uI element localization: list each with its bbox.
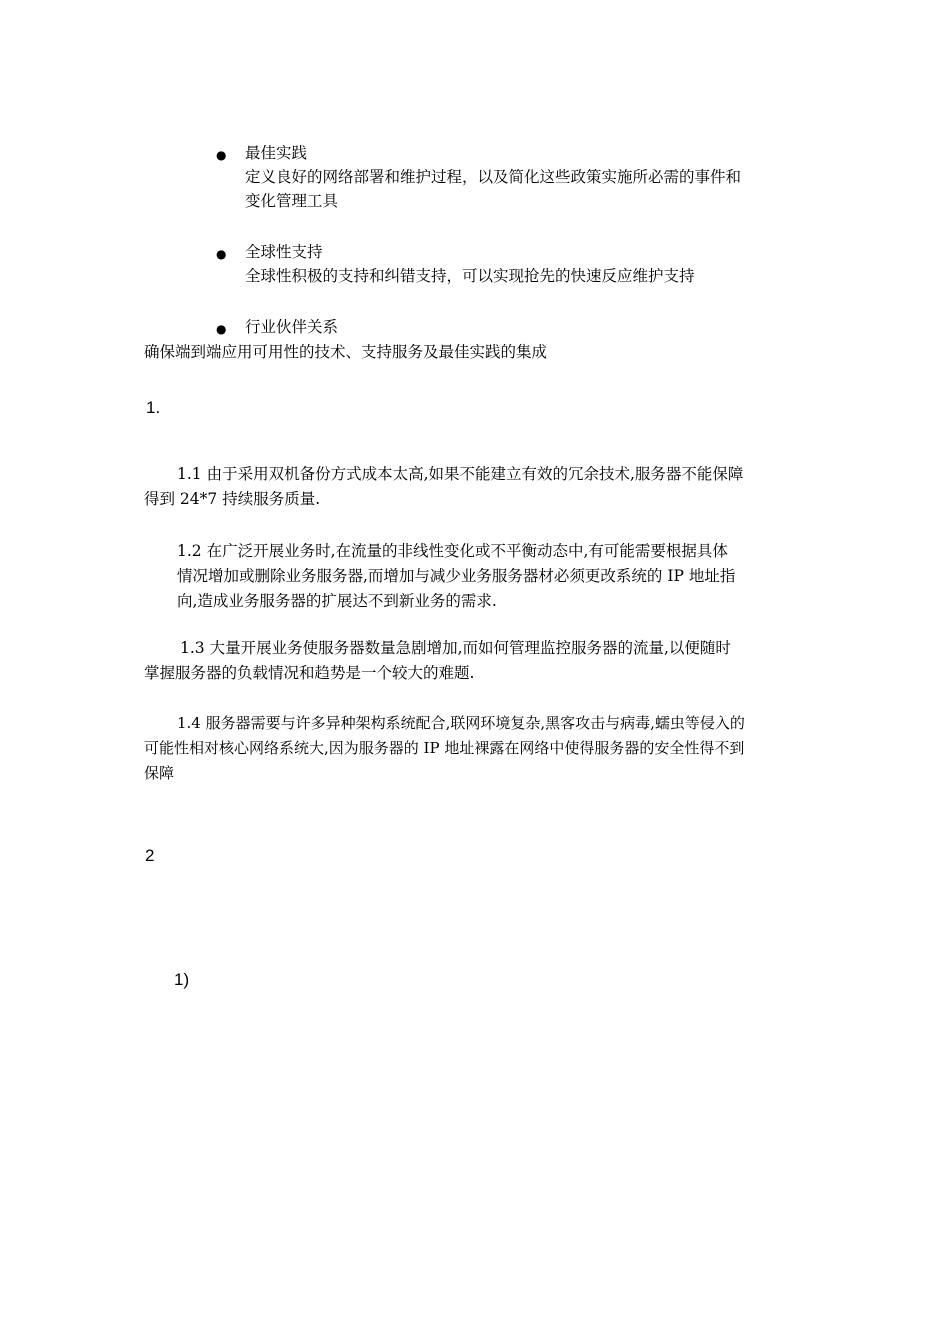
bullet-description (245, 264, 820, 288)
paragraph-1-4 (144, 711, 824, 786)
paragraph-line: 1.1 由于采用双机备份方式成本太高,如果不能建立有效的冗余技术,服务器不能保障 (177, 465, 744, 483)
bullet-description-line: 定义良好的网络部署和维护过程，以及简化这些政策实施所必需的事件和 (245, 168, 742, 186)
paragraph-line: 1.2 在广泛开展业务时,在流量的非线性变化或不平衡动态中,有可能需要根据具体 (177, 542, 728, 560)
bullet-dot-icon: ● (216, 148, 227, 162)
bullet-title: 行业伙伴关系 (245, 318, 339, 336)
paragraph-line: 保障 (144, 764, 175, 782)
paragraph-line: 1.3 大量开展业务使服务器数量急剧增加,而如何管理监控服务器的流量,以便随时 (180, 639, 731, 657)
summary-line: 确保端到端应用可用性的技术、支持服务及最佳实践的集成 (144, 343, 548, 361)
paragraph-1-1 (144, 462, 824, 512)
bullet-title: 全球性支持 (245, 243, 323, 261)
subsection-number: 1) (174, 970, 190, 989)
paragraph-1-2 (177, 539, 827, 614)
paragraph-line: 掌握服务器的负载情况和趋势是一个较大的难题. (144, 664, 475, 682)
paragraph-line: 情况增加或删除业务服务器,而增加与减少业务服务器材必须更改系统的 IP 地址指 (177, 567, 736, 585)
paragraph-1-3 (144, 636, 824, 686)
bullet-dot-icon: ● (216, 322, 227, 336)
section-number: 1. (146, 398, 161, 417)
paragraph-line: 向,造成业务服务器的扩展达不到新业务的需求. (177, 592, 497, 610)
paragraph-line: 1.4 服务器需要与许多异种架构系统配合,联网环境复杂,黑客攻击与病毒,蠕虫等侵入的 (177, 714, 745, 732)
bullet-title: 最佳实践 (245, 144, 308, 162)
paragraph-line: 可能性相对核心网络系统大,因为服务器的 IP 地址裸露在网络中使得服务器的安全性得不到 (144, 739, 745, 757)
paragraph-line: 得到 24*7 持续服务质量. (144, 490, 321, 508)
section-number: 2 (145, 846, 155, 865)
bullet-dot-icon: ● (216, 247, 227, 261)
bullet-description (245, 165, 820, 213)
bullet-description-line: 变化管理工具 (245, 192, 339, 210)
bullet-description-line: 全球性积极的支持和纠错支持，可以实现抢先的快速反应维护支持 (245, 267, 695, 285)
